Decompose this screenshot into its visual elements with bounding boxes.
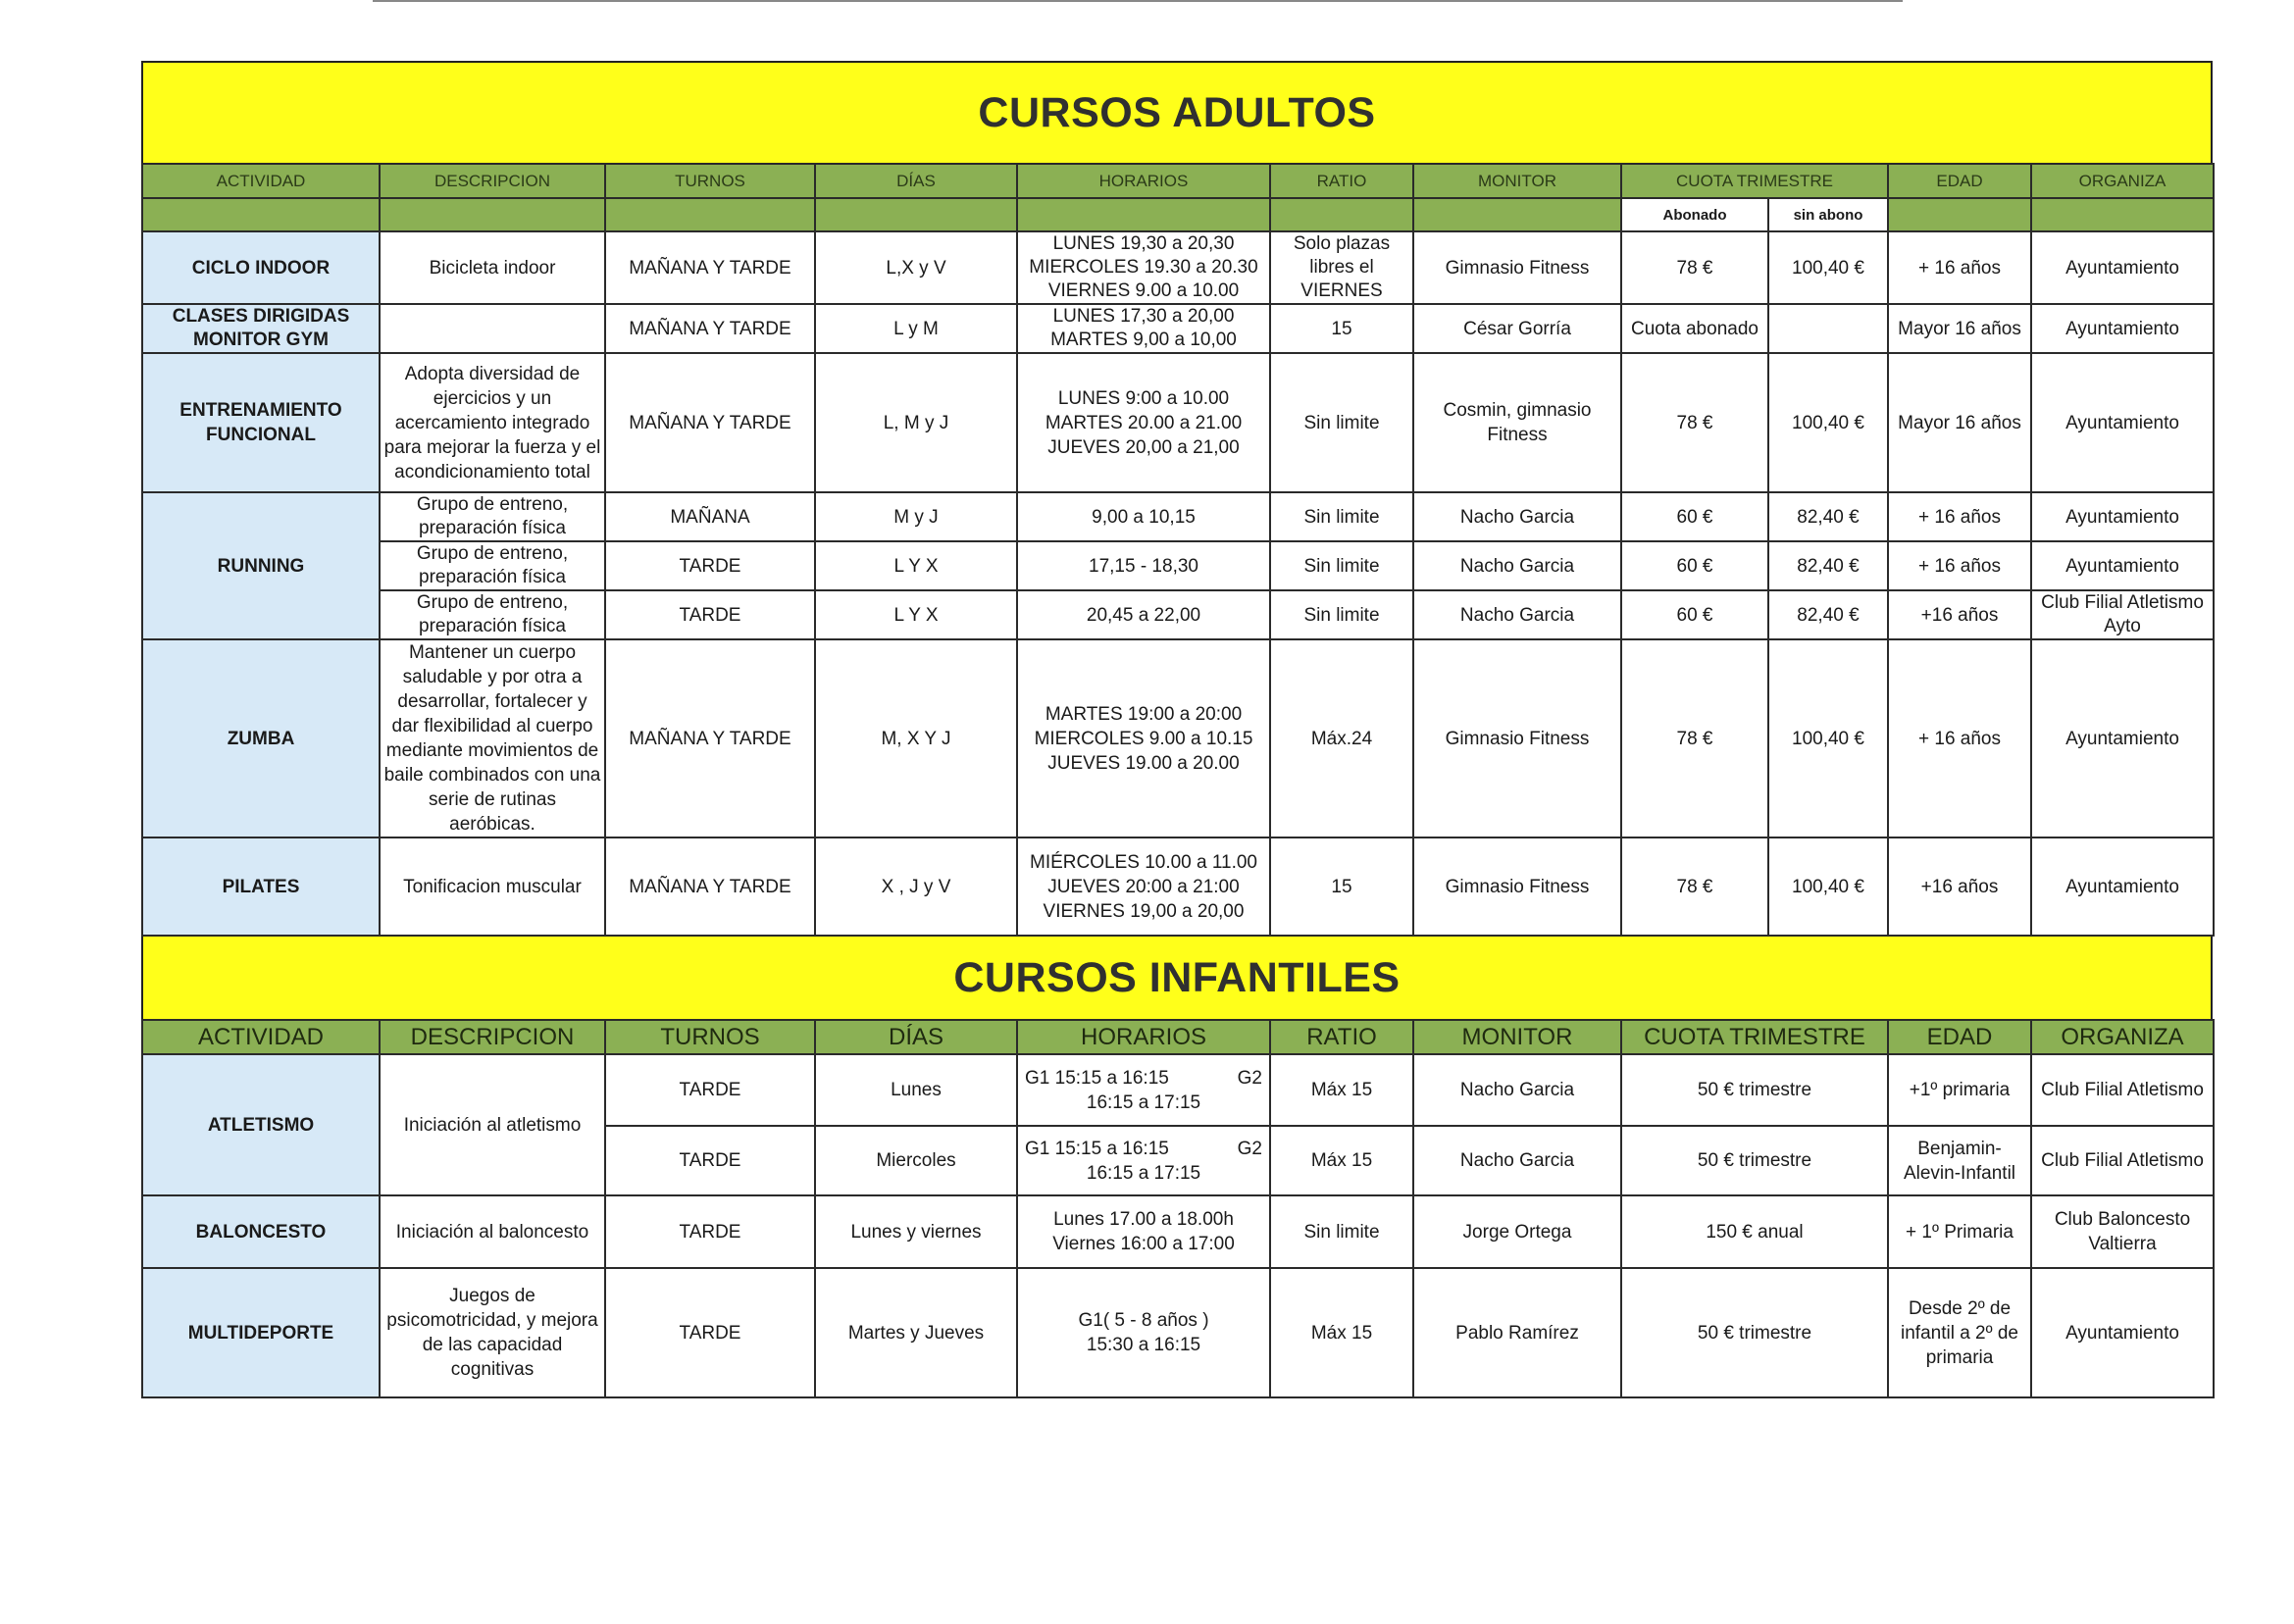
ratio-cell: 15: [1270, 304, 1413, 353]
group-2-time: 16:15 a 17:15: [1086, 1091, 1201, 1113]
sub-cell: [1888, 198, 2031, 231]
organiza-cell: Ayuntamiento: [2031, 353, 2214, 492]
table-row: [142, 231, 2214, 304]
horarios-cell: [1017, 1126, 1270, 1195]
group-1-time: G1 15:15 a 16:15: [1025, 1067, 1169, 1089]
edad-cell: Mayor 16 años: [1888, 304, 2031, 353]
col-header: HORARIOS: [1017, 1020, 1270, 1054]
description-cell: [380, 304, 605, 353]
activity-cell: CICLO INDOOR: [142, 231, 380, 304]
table-row: [142, 639, 2214, 837]
dias-cell: M, X Y J: [815, 639, 1017, 837]
ratio-cell: Sin limite: [1270, 1195, 1413, 1268]
table-row: [142, 837, 2214, 936]
ratio-cell: Máx 15: [1270, 1126, 1413, 1195]
cuota-sin-abono-cell: 82,40 €: [1768, 590, 1888, 639]
horarios-cell: 9,00 a 10,15: [1017, 492, 1270, 541]
activity-cell: CLASES DIRIGIDAS MONITOR GYM: [142, 304, 380, 353]
ratio-cell: Solo plazas libres el VIERNES: [1270, 231, 1413, 304]
cuota-cell: 50 € trimestre: [1621, 1268, 1888, 1397]
edad-cell: Benjamin-Alevin-Infantil: [1888, 1126, 2031, 1195]
cuota-abonado-cell: 60 €: [1621, 541, 1768, 590]
sub-cell: [1270, 198, 1413, 231]
cuota-sin-abono-cell: 82,40 €: [1768, 492, 1888, 541]
monitor-cell: Jorge Ortega: [1413, 1195, 1621, 1268]
ratio-cell: 15: [1270, 837, 1413, 936]
dias-cell: Lunes y viernes: [815, 1195, 1017, 1268]
edad-cell: +16 años: [1888, 590, 2031, 639]
table-row: [142, 304, 2214, 353]
col-header: ACTIVIDAD: [142, 164, 380, 198]
col-header: TURNOS: [605, 1020, 815, 1054]
activity-cell: PILATES: [142, 837, 380, 936]
dias-cell: Lunes: [815, 1054, 1017, 1126]
cuota-cell: 50 € trimestre: [1621, 1126, 1888, 1195]
ratio-cell: Sin limite: [1270, 492, 1413, 541]
cuota-sin-abono-cell: 100,40 €: [1768, 639, 1888, 837]
edad-cell: + 16 años: [1888, 541, 2031, 590]
organiza-cell: Ayuntamiento: [2031, 304, 2214, 353]
organiza-cell: Club Baloncesto Valtierra: [2031, 1195, 2214, 1268]
activity-cell: RUNNING: [142, 492, 380, 639]
col-header: ACTIVIDAD: [142, 1020, 380, 1054]
cuota-abonado-cell: 78 €: [1621, 231, 1768, 304]
activity-cell: ATLETISMO: [142, 1054, 380, 1195]
organiza-cell: Ayuntamiento: [2031, 837, 2214, 936]
col-header: ORGANIZA: [2031, 164, 2214, 198]
organiza-cell: Ayuntamiento: [2031, 639, 2214, 837]
monitor-cell: Nacho Garcia: [1413, 492, 1621, 541]
turnos-cell: MAÑANA Y TARDE: [605, 639, 815, 837]
turnos-cell: MAÑANA Y TARDE: [605, 304, 815, 353]
activity-cell: ENTRENAMIENTO FUNCIONAL: [142, 353, 380, 492]
adult-subheader-row: [142, 198, 2214, 231]
table-row: [142, 590, 2214, 639]
col-header: RATIO: [1270, 1020, 1413, 1054]
horarios-cell: G1( 5 - 8 años ) 15:30 a 16:15: [1017, 1268, 1270, 1397]
dias-cell: M y J: [815, 492, 1017, 541]
horarios-cell: MIÉRCOLES 10.00 a 11.00 JUEVES 20:00 a 21:00 VIERNES 19,00 a 20,00: [1017, 837, 1270, 936]
monitor-cell: Nacho Garcia: [1413, 541, 1621, 590]
table-row: [142, 353, 2214, 492]
cuota-cell: 50 € trimestre: [1621, 1054, 1888, 1126]
activity-cell: BALONCESTO: [142, 1195, 380, 1268]
table-row: [142, 492, 2214, 541]
table-row: [142, 541, 2214, 590]
col-header: HORARIOS: [1017, 164, 1270, 198]
sub-cell: [1017, 198, 1270, 231]
turnos-cell: MAÑANA Y TARDE: [605, 837, 815, 936]
description-cell: Bicicleta indoor: [380, 231, 605, 304]
description-cell: Mantener un cuerpo saludable y por otra a desarrollar, fortalecer y dar flexibilidad al cuerpo mediante movimientos de baile combinados con una serie de rutinas aeróbicas.: [380, 639, 605, 837]
cuota-sin-abono-cell: [1768, 304, 1888, 353]
adult-courses-table: [141, 163, 2215, 937]
ratio-cell: Sin limite: [1270, 353, 1413, 492]
sub-cell: [815, 198, 1017, 231]
col-header: RATIO: [1270, 164, 1413, 198]
turnos-cell: MAÑANA Y TARDE: [605, 353, 815, 492]
col-header: CUOTA TRIMESTRE: [1621, 164, 1888, 198]
turnos-cell: MAÑANA: [605, 492, 815, 541]
description-cell: Iniciación al baloncesto: [380, 1195, 605, 1268]
sub-cell: [142, 198, 380, 231]
horario-groups: [1021, 1066, 1266, 1091]
kids-header-row: [142, 1020, 2214, 1054]
monitor-cell: Nacho Garcia: [1413, 590, 1621, 639]
turnos-cell: TARDE: [605, 541, 815, 590]
col-header: DESCRIPCION: [380, 164, 605, 198]
monitor-cell: Gimnasio Fitness: [1413, 639, 1621, 837]
cuota-abonado-cell: Cuota abonado: [1621, 304, 1768, 353]
edad-cell: Mayor 16 años: [1888, 353, 2031, 492]
horarios-cell: Lunes 17.00 a 18.00h Viernes 16:00 a 17:00: [1017, 1195, 1270, 1268]
monitor-cell: Gimnasio Fitness: [1413, 231, 1621, 304]
dias-cell: L, M y J: [815, 353, 1017, 492]
sub-cell: [2031, 198, 2214, 231]
cuota-abonado-cell: 60 €: [1621, 590, 1768, 639]
cuota-cell: 150 € anual: [1621, 1195, 1888, 1268]
col-header: CUOTA TRIMESTRE: [1621, 1020, 1888, 1054]
dias-cell: L Y X: [815, 541, 1017, 590]
horarios-cell: 20,45 a 22,00: [1017, 590, 1270, 639]
description-cell: Iniciación al atletismo: [380, 1054, 605, 1195]
turnos-cell: MAÑANA Y TARDE: [605, 231, 815, 304]
col-header: MONITOR: [1413, 164, 1621, 198]
horarios-cell: MARTES 19:00 a 20:00 MIERCOLES 9.00 a 10.15 JUEVES 19.00 a 20.00: [1017, 639, 1270, 837]
adult-courses-title: CURSOS ADULTOS: [141, 61, 2213, 163]
description-cell: Grupo de entreno, preparación física: [380, 492, 605, 541]
cuota-abonado-header: Abonado: [1621, 198, 1768, 231]
organiza-cell: Club Filial Atletismo: [2031, 1126, 2214, 1195]
organiza-cell: Ayuntamiento: [2031, 541, 2214, 590]
cuota-sin-abono-cell: 100,40 €: [1768, 231, 1888, 304]
organiza-cell: Ayuntamiento: [2031, 1268, 2214, 1397]
col-header: DÍAS: [815, 1020, 1017, 1054]
group-1-time: G1 15:15 a 16:15: [1025, 1138, 1169, 1159]
edad-cell: Desde 2º de infantil a 2º de primaria: [1888, 1268, 2031, 1397]
col-header: DESCRIPCION: [380, 1020, 605, 1054]
monitor-cell: Pablo Ramírez: [1413, 1268, 1621, 1397]
organiza-cell: Club Filial Atletismo: [2031, 1054, 2214, 1126]
course-schedule-page: [141, 61, 2213, 1398]
sub-cell: [1413, 198, 1621, 231]
ratio-cell: Sin limite: [1270, 541, 1413, 590]
ratio-cell: Máx.24: [1270, 639, 1413, 837]
monitor-cell: Gimnasio Fitness: [1413, 837, 1621, 936]
adult-header-row: [142, 164, 2214, 198]
col-header: ORGANIZA: [2031, 1020, 2214, 1054]
col-header: DÍAS: [815, 164, 1017, 198]
description-cell: Juegos de psicomotricidad, y mejora de las capacidad cognitivas: [380, 1268, 605, 1397]
edad-cell: + 16 años: [1888, 639, 2031, 837]
dias-cell: Martes y Jueves: [815, 1268, 1017, 1397]
cuota-abonado-cell: 78 €: [1621, 837, 1768, 936]
edad-cell: + 16 años: [1888, 492, 2031, 541]
cuota-abonado-cell: 78 €: [1621, 353, 1768, 492]
description-cell: Grupo de entreno, preparación física: [380, 590, 605, 639]
horarios-cell: LUNES 17,30 a 20,00 MARTES 9,00 a 10,00: [1017, 304, 1270, 353]
horario-groups: [1021, 1137, 1266, 1161]
ratio-cell: Máx 15: [1270, 1268, 1413, 1397]
cuota-sin-abono-cell: 82,40 €: [1768, 541, 1888, 590]
description-cell: Tonificacion muscular: [380, 837, 605, 936]
table-row: [142, 1195, 2214, 1268]
activity-cell: MULTIDEPORTE: [142, 1268, 380, 1397]
turnos-cell: TARDE: [605, 1054, 815, 1126]
edad-cell: + 16 años: [1888, 231, 2031, 304]
turnos-cell: TARDE: [605, 1126, 815, 1195]
group-2-label: G2: [1237, 1067, 1262, 1089]
dias-cell: L y M: [815, 304, 1017, 353]
ratio-cell: Sin limite: [1270, 590, 1413, 639]
edad-cell: +1º primaria: [1888, 1054, 2031, 1126]
turnos-cell: TARDE: [605, 1268, 815, 1397]
horarios-cell: 17,15 - 18,30: [1017, 541, 1270, 590]
activity-cell: ZUMBA: [142, 639, 380, 837]
ratio-cell: Máx 15: [1270, 1054, 1413, 1126]
dias-cell: Miercoles: [815, 1126, 1017, 1195]
scan-edge-line: [373, 0, 1903, 2]
dias-cell: L,X y V: [815, 231, 1017, 304]
col-header: MONITOR: [1413, 1020, 1621, 1054]
horarios-cell: LUNES 19,30 a 20,30 MIERCOLES 19.30 a 20.30 VIERNES 9.00 a 10.00: [1017, 231, 1270, 304]
monitor-cell: César Gorría: [1413, 304, 1621, 353]
table-row: [142, 1268, 2214, 1397]
horarios-cell: LUNES 9:00 a 10.00 MARTES 20.00 a 21.00 JUEVES 20,00 a 21,00: [1017, 353, 1270, 492]
group-2-time: 16:15 a 17:15: [1086, 1162, 1201, 1184]
kids-courses-title: CURSOS INFANTILES: [141, 937, 2213, 1019]
organiza-cell: Ayuntamiento: [2031, 231, 2214, 304]
sub-cell: [380, 198, 605, 231]
horarios-cell: [1017, 1054, 1270, 1126]
description-cell: Grupo de entreno, preparación física: [380, 541, 605, 590]
table-row: [142, 1054, 2214, 1126]
dias-cell: X , J y V: [815, 837, 1017, 936]
sub-cell: [605, 198, 815, 231]
monitor-cell: Nacho Garcia: [1413, 1054, 1621, 1126]
monitor-cell: Cosmin, gimnasio Fitness: [1413, 353, 1621, 492]
turnos-cell: TARDE: [605, 1195, 815, 1268]
col-header: EDAD: [1888, 1020, 2031, 1054]
turnos-cell: TARDE: [605, 590, 815, 639]
edad-cell: + 1º Primaria: [1888, 1195, 2031, 1268]
cuota-abonado-cell: 60 €: [1621, 492, 1768, 541]
edad-cell: +16 años: [1888, 837, 2031, 936]
monitor-cell: Nacho Garcia: [1413, 1126, 1621, 1195]
col-header: EDAD: [1888, 164, 2031, 198]
group-2-label: G2: [1237, 1138, 1262, 1159]
cuota-sin-abono-cell: 100,40 €: [1768, 353, 1888, 492]
cuota-sin-abono-cell: 100,40 €: [1768, 837, 1888, 936]
cuota-sin-abono-header: sin abono: [1768, 198, 1888, 231]
cuota-abonado-cell: 78 €: [1621, 639, 1768, 837]
organiza-cell: Ayuntamiento: [2031, 492, 2214, 541]
organiza-cell: Club Filial Atletismo Ayto: [2031, 590, 2214, 639]
kids-courses-table: [141, 1019, 2215, 1398]
col-header: TURNOS: [605, 164, 815, 198]
dias-cell: L Y X: [815, 590, 1017, 639]
description-cell: Adopta diversidad de ejercicios y un acercamiento integrado para mejorar la fuerza y el acondicionamiento total: [380, 353, 605, 492]
